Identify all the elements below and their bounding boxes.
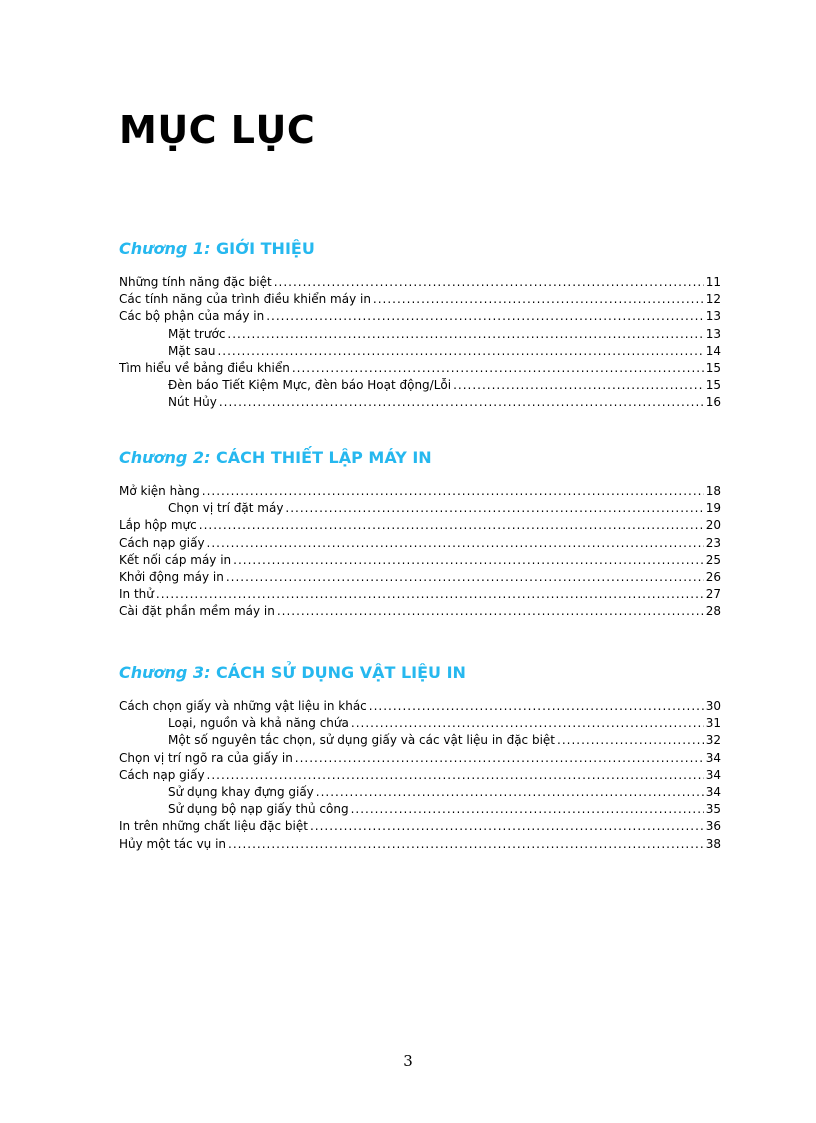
dot-leader bbox=[310, 818, 704, 835]
dot-leader bbox=[292, 360, 704, 377]
toc-entry-page-number: 13 bbox=[705, 309, 721, 324]
toc-entry-title: Một số nguyên tắc chọn, sử dụng giấy và các vật liệu in đặc biệt bbox=[168, 733, 556, 748]
toc-entry[interactable] bbox=[119, 801, 721, 818]
toc-entry[interactable] bbox=[119, 394, 721, 411]
dot-leader bbox=[199, 517, 704, 534]
toc-entry-title: Mặt sau bbox=[168, 343, 216, 358]
dot-leader bbox=[453, 377, 704, 394]
toc-entry-title: Các bộ phận của máy in bbox=[119, 309, 265, 324]
toc-entry-page-number: 16 bbox=[705, 395, 721, 410]
dot-leader bbox=[266, 308, 704, 325]
dot-leader bbox=[228, 836, 704, 853]
toc-entry-page-number: 20 bbox=[705, 518, 721, 533]
toc-entry-page-number: 26 bbox=[705, 569, 721, 584]
toc-entry[interactable] bbox=[119, 818, 721, 835]
toc-entry-title: Sử dụng khay đựng giấy bbox=[168, 784, 314, 799]
toc-entry-page-number: 36 bbox=[705, 819, 721, 834]
toc-entry-page-number: 30 bbox=[705, 699, 721, 713]
dot-leader bbox=[316, 784, 704, 801]
chapter-3-section bbox=[119, 660, 721, 853]
dot-leader bbox=[156, 586, 704, 603]
dot-leader bbox=[351, 715, 704, 732]
toc-entry[interactable] bbox=[119, 586, 721, 603]
dot-leader bbox=[219, 394, 704, 411]
toc-entry[interactable] bbox=[119, 767, 721, 784]
toc-entry-page-number: 31 bbox=[705, 716, 721, 731]
chapter-name: GIỚI THIỆU bbox=[216, 239, 315, 258]
toc-entry[interactable] bbox=[119, 483, 721, 500]
dot-leader bbox=[351, 801, 704, 818]
toc-entry-page-number: 11 bbox=[705, 275, 721, 289]
toc-entry[interactable] bbox=[119, 535, 721, 552]
dot-leader bbox=[226, 569, 704, 586]
toc-entry[interactable] bbox=[119, 360, 721, 377]
toc-entry[interactable] bbox=[119, 517, 721, 534]
toc-entry-page-number: 25 bbox=[705, 552, 721, 567]
toc-entry[interactable] bbox=[119, 552, 721, 569]
toc-entry[interactable] bbox=[119, 836, 721, 853]
dot-leader bbox=[285, 500, 703, 517]
toc-entry[interactable] bbox=[119, 698, 721, 715]
toc-entry-title: Tìm hiểu về bảng điều khiển bbox=[119, 360, 290, 375]
chapter-prefix: Chương 1: bbox=[119, 239, 211, 258]
toc-entry-page-number: 12 bbox=[705, 292, 721, 307]
chapter-heading bbox=[119, 445, 721, 471]
toc-entry[interactable] bbox=[119, 603, 721, 620]
toc-entry-page-number: 14 bbox=[705, 343, 721, 358]
dot-leader bbox=[295, 750, 704, 767]
dot-leader bbox=[557, 732, 704, 749]
dot-leader bbox=[227, 326, 703, 343]
toc-entry-title: Chọn vị trí ngõ ra của giấy in bbox=[119, 750, 293, 765]
toc-entry-title: Các tính năng của trình điều khiển máy in bbox=[119, 292, 371, 307]
dot-leader bbox=[369, 698, 704, 715]
dot-leader bbox=[373, 291, 704, 308]
toc-entry[interactable] bbox=[119, 274, 721, 291]
dot-leader bbox=[202, 483, 704, 500]
toc-entry-title: Chọn vị trí đặt máy bbox=[168, 501, 284, 516]
toc-entry[interactable] bbox=[119, 291, 721, 308]
toc-entry-title: Cách chọn giấy và những vật liệu in khác bbox=[119, 699, 367, 713]
toc-entry-page-number: 13 bbox=[705, 326, 721, 341]
toc-entry-title: Mở kiện hàng bbox=[119, 484, 200, 498]
toc-entry-page-number: 19 bbox=[705, 501, 721, 516]
toc-entry-title: Hủy một tác vụ in bbox=[119, 836, 227, 851]
toc-entry[interactable] bbox=[119, 715, 721, 732]
toc-entry-title: Đèn báo Tiết Kiệm Mực, đèn báo Hoạt động/Lỗi bbox=[168, 378, 452, 393]
toc-entry-title: Những tính năng đặc biệt bbox=[119, 275, 272, 289]
toc-entry-title: Loại, nguồn và khả năng chứa bbox=[168, 716, 349, 731]
toc-entry-page-number: 18 bbox=[705, 484, 721, 498]
toc-entry-page-number: 27 bbox=[705, 587, 721, 602]
toc-entry-page-number: 15 bbox=[705, 378, 721, 393]
toc-entry-title: In trên những chất liệu đặc biệt bbox=[119, 819, 308, 834]
toc-entry[interactable] bbox=[119, 343, 721, 360]
chapter-heading bbox=[119, 236, 721, 262]
dot-leader bbox=[274, 274, 704, 291]
toc-entry-title: Cách nạp giấy bbox=[119, 535, 205, 550]
toc-entry-title: Sử dụng bộ nạp giấy thủ công bbox=[168, 802, 349, 817]
toc-entry-page-number: 23 bbox=[705, 535, 721, 550]
toc-entry-title: Nút Hủy bbox=[168, 395, 217, 410]
chapter-prefix: Chương 3: bbox=[119, 663, 211, 682]
toc-list bbox=[119, 698, 721, 853]
dot-leader bbox=[207, 767, 704, 784]
toc-entry[interactable] bbox=[119, 732, 721, 749]
dot-leader bbox=[277, 603, 704, 620]
toc-entry[interactable] bbox=[119, 326, 721, 343]
toc-entry-page-number: 38 bbox=[705, 836, 721, 851]
toc-entry-page-number: 15 bbox=[705, 360, 721, 375]
chapter-2-section bbox=[119, 445, 721, 621]
toc-entry-title: Lắp hộp mực bbox=[119, 518, 197, 533]
toc-entry[interactable] bbox=[119, 750, 721, 767]
dot-leader bbox=[217, 343, 703, 360]
chapter-1-section bbox=[119, 236, 721, 412]
toc-entry-page-number: 34 bbox=[705, 767, 721, 782]
toc-entry-page-number: 34 bbox=[705, 784, 721, 799]
toc-entry-title: Mặt trước bbox=[168, 326, 226, 341]
chapter-name: CÁCH THIẾT LẬP MÁY IN bbox=[216, 448, 432, 467]
toc-entry-title: Cài đặt phần mềm máy in bbox=[119, 604, 275, 619]
toc-entry[interactable] bbox=[119, 377, 721, 394]
page-title: MỤC LỤC bbox=[119, 108, 316, 152]
toc-entry-page-number: 32 bbox=[705, 733, 721, 748]
chapter-name: CÁCH SỬ DỤNG VẬT LIỆU IN bbox=[216, 663, 466, 682]
toc-entry[interactable] bbox=[119, 500, 721, 517]
toc-entry-page-number: 28 bbox=[705, 604, 721, 619]
toc-entry-title: In thử bbox=[119, 587, 154, 602]
toc-entry-page-number: 35 bbox=[705, 802, 721, 817]
toc-entry[interactable] bbox=[119, 784, 721, 801]
toc-list bbox=[119, 274, 721, 412]
toc-entry-page-number: 34 bbox=[705, 750, 721, 765]
chapter-prefix: Chương 2: bbox=[119, 448, 211, 467]
page-number: 3 bbox=[403, 1052, 413, 1070]
toc-entry[interactable] bbox=[119, 308, 721, 325]
toc-entry-title: Cách nạp giấy bbox=[119, 767, 205, 782]
dot-leader bbox=[233, 552, 704, 569]
chapter-heading bbox=[119, 660, 721, 686]
toc-list bbox=[119, 483, 721, 621]
toc-entry-title: Kết nối cáp máy in bbox=[119, 552, 232, 567]
toc-entry[interactable] bbox=[119, 569, 721, 586]
dot-leader bbox=[207, 535, 704, 552]
toc-entry-title: Khởi động máy in bbox=[119, 569, 224, 584]
